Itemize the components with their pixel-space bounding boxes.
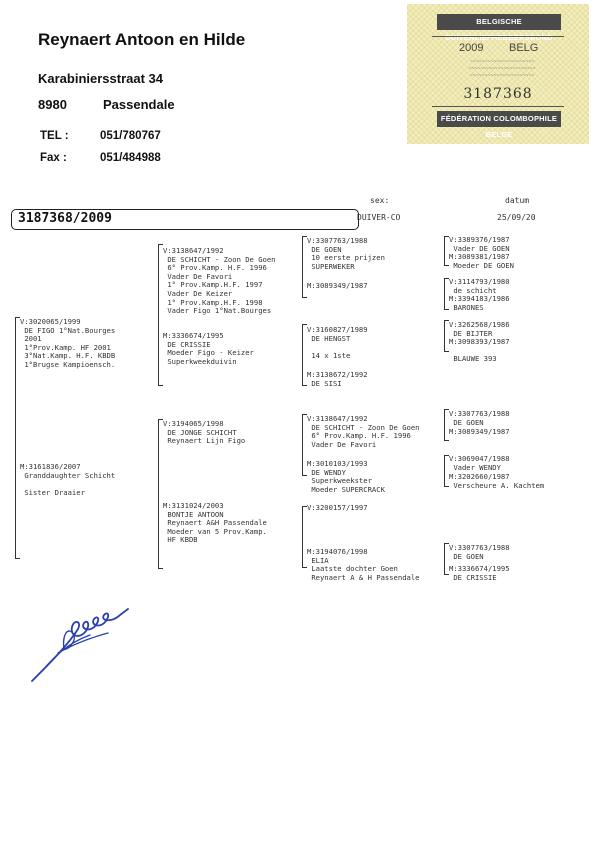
dssd-entry: M:3089349/1987 (449, 427, 510, 436)
ssd-entry: M:3089349/1987 (307, 281, 368, 290)
stamp-number: 3187368 (463, 86, 533, 102)
sssd-entry: M:3089381/1987 Moeder DE GOEN (449, 252, 514, 270)
date-label: datum (505, 196, 530, 205)
stamp-country: BELG (509, 42, 539, 54)
stamp-top-band: BELGISCHE DUIVENLIEFHEBBERSBOND (437, 14, 561, 30)
sex-label: sex: (370, 196, 390, 205)
sex-value: DUIVER-CO (357, 213, 401, 222)
ssds-entry: V:3114793/1980 de schicht (449, 277, 510, 295)
dsdd-entry: M:3202660/1987 Verscheure A. Kachtem (449, 472, 545, 490)
dam-sire-entry: V:3194065/1998 DE JONGE SCHICHT Reynaert Lijn Figo (163, 419, 246, 446)
stamp-rule (432, 106, 564, 107)
ssdd-entry: M:3394183/1986 BARONES (449, 294, 510, 312)
sss-entry: V:3307763/1988 DE GOEN 10 eerste prijzen SUPERWEKER (307, 236, 385, 271)
ssss-entry: V:3389376/1987 Vader DE GOEN (449, 235, 510, 253)
ddds-entry: V:3307763/1988 DE GOEN (449, 543, 510, 561)
sds-entry: V:3160827/1989 DE HENGST 14 x 1ste (307, 325, 368, 360)
postcode: 8980 (38, 97, 67, 112)
sire-entry: V:3020065/1999 DE FIGO 1°Nat.Bourges 2001 1°Prov.Kamp. HF 2001 3°Nat.Kamp. H.F. KBDB 1°Brugse Kampioensch. (20, 317, 116, 369)
stamp-fine-print: ~~~~~~~~~~~~~~~~~~~~~~ ~~~~~~~~~~~~~~~~~~~~~~~ ~~~~~~~~~~~~~~~~~~~~~~ (468, 59, 536, 79)
signature (28, 605, 133, 685)
dam-entry: M:3161836/2007 Granddaughter Schicht Sister Draaier (20, 462, 116, 497)
sdss-entry: V:3262568/1986 DE BIJTER (449, 320, 510, 338)
stamp-year: 2009 (459, 42, 484, 54)
fax-label: Fax : (40, 152, 67, 164)
date-value: 25/09/20 (497, 213, 536, 222)
city: Passendale (103, 97, 175, 112)
ddd-entry: M:3194076/1998 ELIA Laatste dochter Goen Reynaert A & H Passendale (307, 547, 420, 582)
stamp-bottom-band: FÉDÉRATION COLOMBOPHILE BELGE (437, 111, 561, 127)
sdsd-entry: M:3098393/1987 BLAUWE 393 (449, 337, 510, 364)
dss-entry: V:3138647/1992 DE SCHICHT - Zoon De Goen 6° Prov.Kamp. H.F. 1996 Vader De Favori (307, 414, 420, 449)
ring-number: 3187368/2009 (18, 211, 112, 226)
ring-card-stamp (407, 4, 589, 144)
tel-label: TEL : (40, 130, 69, 142)
sdd-entry: M:3138672/1992 DE SISI (307, 370, 368, 388)
dsss-entry: V:3307763/1988 DE GOEN (449, 409, 510, 427)
dam-dam-entry: M:3131024/2003 BONTJE ANTOON Reynaert A&H Passendale Moeder van 5 Prov.Kamp. HF KBDB (163, 501, 267, 545)
stamp-rule (432, 36, 564, 37)
sire-sire-entry: V:3138647/1992 DE SCHICHT - Zoon De Goen 6° Prov.Kamp. H.F. 1996 Vader De Favori 1° Prov.Kamp.H.F. 1997 Vader De Keizer 1° Prov.Kamp.H.F. 1998 Vader Figo 1°Nat.Bourges (163, 246, 276, 316)
dds-entry: V:3200157/1997 (307, 503, 368, 512)
sire-dam-entry: M:3336674/1995 DE CRISSIE Moeder Figo - Keizer Superkweekduivin (163, 331, 254, 366)
owner-name: Reynaert Antoon en Hilde (38, 30, 246, 49)
street-address: Karabiniersstraat 34 (38, 71, 164, 86)
tel-value: 051/780767 (100, 130, 161, 142)
fax-value: 051/484988 (100, 152, 161, 164)
dsd-entry: M:3010103/1993 DE WENDY Superkweekster Moeder SUPERCRACK (307, 459, 385, 494)
dddd-entry: M:3336674/1995 DE CRISSIE (449, 564, 510, 582)
dsds-entry: V:3069047/1988 Vader WENDY (449, 454, 510, 472)
